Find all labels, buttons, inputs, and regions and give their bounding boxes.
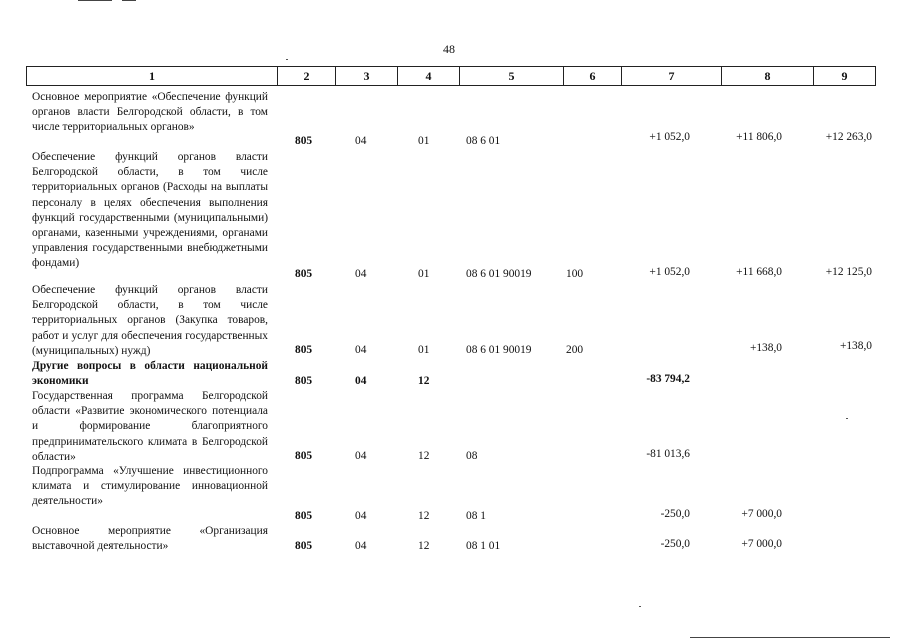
header-cell: 5 [459,67,563,85]
cell-col8: +7 000,0 [741,538,782,550]
cell-col5: 08 1 01 [466,540,501,552]
row-description: Обеспечение функций органов власти Белгородской области, в том числе территориальных органов (Расходы на выплаты персоналу в целях обеспечения выполнения функций государственными (муниципальными) органами, казенными учреждениями, органами управления государственными внебюджетными фондами) [32,151,268,270]
cell-col5: 08 6 01 90019 [466,344,532,356]
header-cell: 1 [149,68,155,83]
cell-col8: +11 668,0 [736,266,782,278]
scan-speck [286,59,288,60]
page-number: 48 [443,42,455,56]
scan-artifact-line [122,0,136,1]
header-cell: 3 [335,67,397,85]
cell-col3: 04 [355,135,367,147]
cell-col7: +1 052,0 [649,131,690,143]
cell-col6: 100 [566,268,584,280]
cell-col2: 805 [295,268,313,280]
cell-col4: 12 [418,540,430,552]
scan-speck [639,606,641,607]
header-cell: 9 [813,67,875,85]
scan-artifact-line [78,0,112,1]
cell-col4: 01 [418,344,430,356]
cell-col4: 12 [418,510,430,522]
row-description: Основное мероприятие «Организация выставочной деятельности» [32,525,268,553]
row-description: Подпрограмма «Улучшение инвестиционного климата и стимулирование инновационной деятельности» [32,465,268,508]
cell-col8: +11 806,0 [736,131,782,143]
cell-col3: 04 [355,510,367,522]
cell-col3: 04 [355,375,367,387]
cell-col3: 04 [355,268,367,280]
table-header [26,66,876,86]
cell-col3: 04 [355,344,367,356]
cell-col4: 12 [418,450,430,462]
cell-col2: 805 [295,344,313,356]
scan-artifact-line [690,637,890,638]
header-cell: 6 [563,67,621,85]
row-description: Государственная программа Белгородской области «Развитие экономического потенциала и формирование благоприятного предпринимательского климата в Белгородской области» [32,390,268,463]
cell-col2: 805 [295,450,313,462]
cell-col5: 08 [466,450,478,462]
cell-col3: 04 [355,540,367,552]
cell-col8: +138,0 [749,342,782,354]
cell-col9: +138,0 [839,340,872,352]
cell-col4: 01 [418,268,430,280]
row-description: Основное мероприятие «Обеспечение функций органов власти Белгородской области, в том числе территориальных органов» [32,91,268,134]
header-cell: 7 [621,67,721,85]
cell-col7: -250,0 [660,538,690,550]
cell-col8: +7 000,0 [741,508,782,520]
header-cell: 8 [721,67,813,85]
cell-col9: +12 263,0 [825,131,872,143]
row-description: Обеспечение функций органов власти Белгородской области, в том числе территориальных органов (Закупка товаров, работ и услуг для обеспечения государственных (муниципальных) нужд) [32,284,268,357]
cell-col2: 805 [295,135,313,147]
cell-col7: +1 052,0 [649,266,690,278]
row-description: Другие вопросы в области национальной экономики [32,360,268,388]
cell-col6: 200 [566,344,584,356]
cell-col4: 12 [418,375,430,387]
cell-col9: +12 125,0 [825,266,872,278]
cell-col2: 805 [295,540,313,552]
cell-col5: 08 6 01 [466,135,501,147]
cell-col5: 08 1 [466,510,486,522]
cell-col7: -250,0 [660,508,690,520]
cell-col2: 805 [295,510,313,522]
cell-col5: 08 6 01 90019 [466,268,532,280]
cell-col4: 01 [418,135,430,147]
scan-speck [846,418,848,419]
header-cell: 4 [397,67,459,85]
header-cell: 2 [277,67,335,85]
cell-col7: -83 794,2 [646,373,690,385]
cell-col2: 805 [295,375,313,387]
cell-col7: -81 013,6 [646,448,690,460]
cell-col3: 04 [355,450,367,462]
